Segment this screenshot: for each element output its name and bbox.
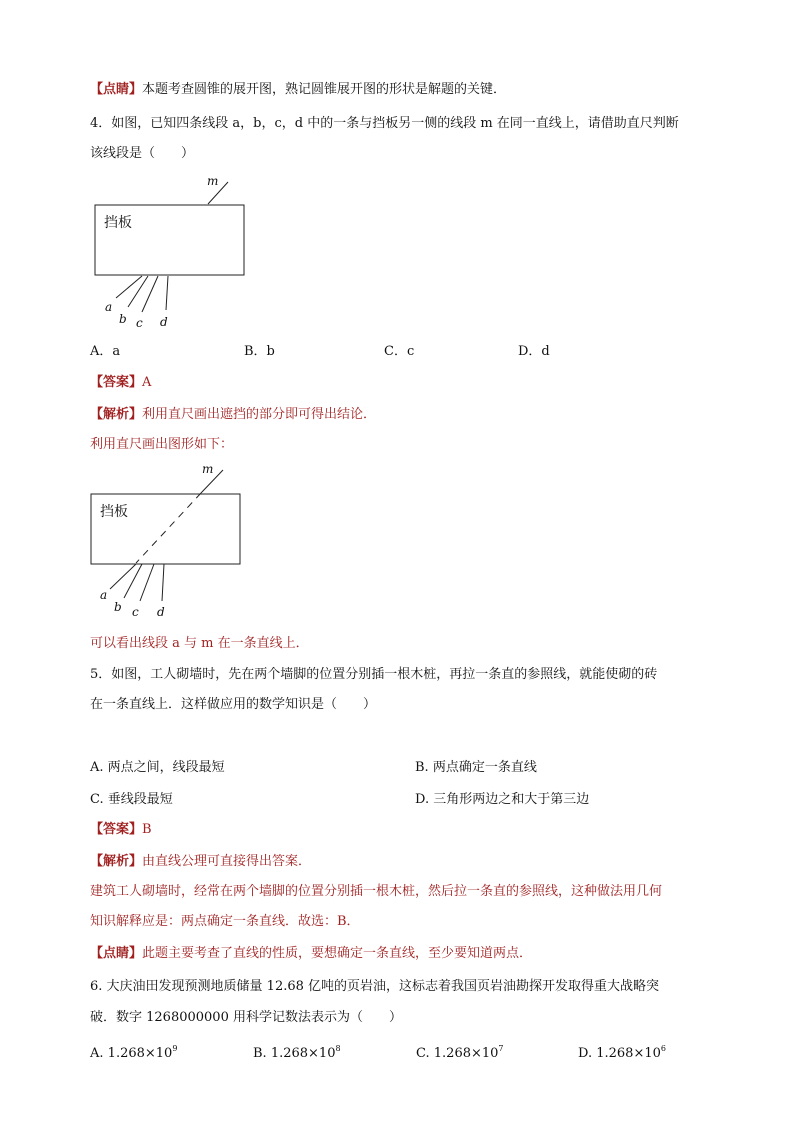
q6-option-a-label: A. (90, 1046, 104, 1061)
segment-d-2 (162, 564, 164, 601)
q6-stem-line2: 破．数字 1268000000 用科学记数法表示为（ ） (90, 1010, 402, 1025)
q4-analysis-text: 利用直尺画出遮挡的部分即可得出结论． (142, 407, 377, 422)
q5-analysis (90, 852, 311, 872)
q6-option-a-base: 1.268×10 (107, 1046, 173, 1061)
q4-conclusion: 可以看出线段 a 与 m 在一条直线上． (90, 636, 309, 651)
q4-option-c: C．c (384, 344, 415, 359)
q6-option-b (253, 1044, 341, 1064)
q6-option-b-exp: 8 (335, 1044, 341, 1053)
q6-option-c-base: 1.268×10 (433, 1046, 499, 1061)
q6-option-a-exp: 9 (172, 1044, 178, 1053)
q4-option-a: A．a (90, 344, 121, 359)
q6-option-b-base: 1.268×10 (270, 1046, 336, 1061)
q5-stem-line1: 5．如图，工人砌墙时，先在两个墙脚的位置分别插一根木桩，再拉一条直的参照线，就能使砌的砖 (90, 667, 658, 682)
label-c: c (136, 316, 143, 330)
q6-option-d-label: D. (578, 1046, 593, 1061)
q5-analysis-line3: 建筑工人砌墙时，经常在两个墙脚的位置分别插一根木桩，然后拉一条直的参照线，这种做法用几何 (90, 884, 663, 899)
q5-analysis-tag: 【解析】 (90, 854, 143, 869)
q4-analysis (90, 405, 376, 425)
q5-note (90, 944, 532, 964)
q5-analysis-line4: 知识解释应是：两点确定一条直线．故选：B． (90, 914, 360, 929)
q5-analysis-text: 由直线公理可直接得出答案． (142, 854, 312, 869)
q4-stem-line2: 该线段是（ ） (90, 146, 195, 161)
note-text: 本题考查圆锥的展开图，熟记圆锥展开图的形状是解题的关键． (142, 82, 507, 97)
q4-analysis-line3: 利用直尺画出图形如下： (90, 437, 234, 452)
q5-note-tag: 【点睛】 (90, 946, 143, 961)
q6-option-a (90, 1044, 177, 1064)
label-a-2: a (100, 588, 108, 602)
segment-d (166, 276, 168, 310)
label-b: b (119, 312, 127, 326)
segment-a (116, 276, 142, 298)
q5-note-text: 此题主要考查了直线的性质，要想确定一条直线，至少要知道两点． (142, 946, 533, 961)
q4-solution-figure (86, 458, 256, 623)
q5-answer-value: B (142, 822, 152, 837)
q4-figure (90, 170, 260, 335)
q6-option-b-label: B. (253, 1046, 267, 1061)
q6-option-d-exp: 6 (660, 1044, 666, 1053)
q4-stem-line1: 4．如图，已知四条线段 a，b，c，d 中的一条与挡板另一侧的线段 m 在同一直线上，请借助直尺判断 (90, 116, 679, 131)
segment-b-2 (124, 564, 142, 598)
q6-option-c-exp: 7 (498, 1044, 504, 1053)
label-c-2: c (132, 605, 139, 619)
q4-analysis-tag: 【解析】 (90, 407, 143, 422)
segment-b (128, 276, 148, 307)
note-line (90, 80, 506, 100)
segment-a-2 (110, 564, 136, 589)
segment-c-2 (140, 564, 154, 601)
label-d: d (160, 315, 168, 329)
q5-option-b: B. 两点确定一条直线 (415, 760, 537, 775)
q6-option-c-label: C. (416, 1046, 430, 1061)
q6-stem-line1: 6. 大庆油田发现预测地质储量 12.68 亿吨的页岩油，这标志着我国页岩油勘探开发取得重大战略突 (90, 979, 660, 994)
board-label-2: 挡板 (100, 504, 128, 520)
q5-stem-line2: 在一条直线上．这样做应用的数学知识是（ ） (90, 697, 377, 712)
q4-answer (90, 373, 151, 393)
q4-option-d: D．d (518, 344, 550, 359)
q6-option-d (578, 1044, 666, 1064)
q4-answer-value: A (142, 375, 152, 390)
dashed-extension (136, 493, 201, 563)
q6-option-c (416, 1044, 504, 1064)
q5-answer (90, 820, 152, 840)
label-m: m (207, 174, 219, 188)
label-d-2: d (157, 605, 165, 619)
label-m-2: m (202, 462, 214, 476)
q5-option-a: A. 两点之间，线段最短 (90, 760, 225, 775)
label-a: a (105, 300, 113, 314)
board-label: 挡板 (104, 215, 132, 231)
q4-option-b: B．b (244, 344, 275, 359)
q4-answer-tag: 【答案】 (90, 375, 143, 390)
q6-option-d-base: 1.268×10 (596, 1046, 661, 1061)
label-b-2: b (114, 600, 122, 614)
q5-option-d: D. 三角形两边之和大于第三边 (415, 792, 590, 807)
q5-answer-tag: 【答案】 (90, 822, 143, 837)
note-tag: 【点睛】 (90, 82, 143, 97)
q5-option-c: C. 垂线段最短 (90, 792, 173, 807)
